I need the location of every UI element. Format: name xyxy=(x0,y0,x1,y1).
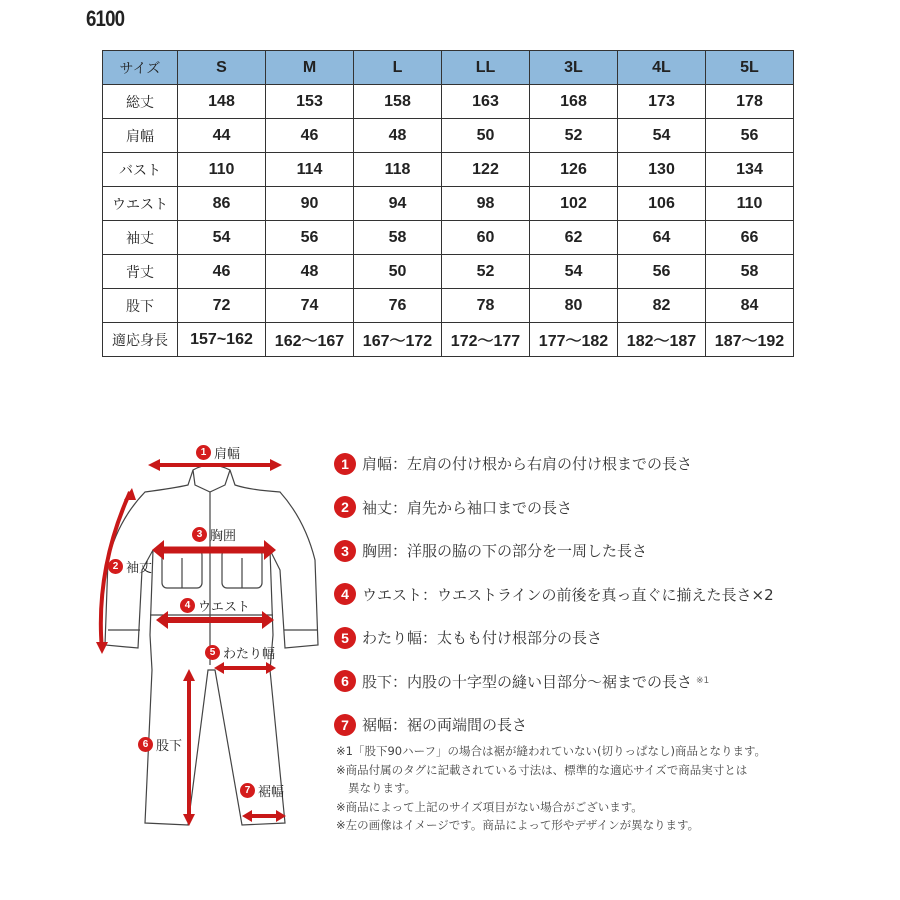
row-label: 総丈 xyxy=(103,85,178,119)
number-badge: 2 xyxy=(334,496,356,518)
figure-label-text: 肩幅 xyxy=(214,447,241,462)
value-cell: 168 xyxy=(530,85,618,119)
legend-item xyxy=(334,660,774,704)
value-cell: 114 xyxy=(266,153,354,187)
number-badge: 4 xyxy=(334,583,356,605)
number-badge: 7 xyxy=(334,714,356,736)
value-cell: 187〜192 xyxy=(706,323,794,357)
value-cell: 50 xyxy=(442,119,530,153)
value-cell: 60 xyxy=(442,221,530,255)
figure-label-text: 股下 xyxy=(156,739,183,754)
value-cell: 110 xyxy=(178,153,266,187)
value-cell: 98 xyxy=(442,187,530,221)
value-cell: 66 xyxy=(706,221,794,255)
value-cell: 46 xyxy=(266,119,354,153)
table-row xyxy=(103,289,794,323)
table-row xyxy=(103,255,794,289)
legend-item xyxy=(334,529,774,573)
legend-item xyxy=(334,486,774,530)
value-cell: 167〜172 xyxy=(354,323,442,357)
note: ※1「股下90ハーフ」の場合は裾が縫われていない(切りっぱなし)商品となります。 xyxy=(336,744,767,758)
value-cell: 54 xyxy=(178,221,266,255)
row-label: 肩幅 xyxy=(103,119,178,153)
note: 異なります。 xyxy=(348,781,417,795)
number-badge: 6 xyxy=(334,670,356,692)
value-cell: 86 xyxy=(178,187,266,221)
figure-label-text: 袖丈 xyxy=(126,561,153,576)
number-badge: 3 xyxy=(334,540,356,562)
value-cell: 102 xyxy=(530,187,618,221)
measurement-legend xyxy=(334,442,774,747)
model-number: 6100 xyxy=(86,6,125,31)
value-cell: 157~162 xyxy=(178,323,266,357)
value-cell: 130 xyxy=(618,153,706,187)
value-cell: 80 xyxy=(530,289,618,323)
value-cell: 78 xyxy=(442,289,530,323)
notes xyxy=(336,742,766,835)
figure-label xyxy=(138,735,182,754)
number-badge: 7 xyxy=(240,783,255,798)
table-row xyxy=(103,323,794,357)
value-cell: 82 xyxy=(618,289,706,323)
table-row xyxy=(103,85,794,119)
row-label: バスト xyxy=(103,153,178,187)
header-cell: S xyxy=(178,51,266,85)
value-cell: 94 xyxy=(354,187,442,221)
legend-text: わたり幅：太もも付け根部分の長さ xyxy=(362,629,603,648)
value-cell: 52 xyxy=(442,255,530,289)
legend-item xyxy=(334,616,774,660)
number-badge: 1 xyxy=(334,453,356,475)
note: ※商品付属のタグに記載されている寸法は、標準的な適応サイズで商品実寸とは xyxy=(336,762,748,777)
legend-text: 袖丈：肩先から袖口までの長さ xyxy=(362,498,573,517)
value-cell: 62 xyxy=(530,221,618,255)
figure-label xyxy=(108,557,152,576)
value-cell: 74 xyxy=(266,289,354,323)
figure-label-text: 裾幅 xyxy=(258,785,285,800)
figure-label-text: 胸囲 xyxy=(210,529,237,544)
number-badge: 6 xyxy=(138,737,153,752)
row-label: 股下 xyxy=(103,289,178,323)
legend-text: 股下：内股の十字型の縫い目部分〜裾までの長さ xyxy=(362,672,693,691)
legend-text: ウエスト：ウエストラインの前後を真っ直ぐに揃えた長さ×2 xyxy=(362,585,774,604)
legend-item xyxy=(334,442,774,486)
value-cell: 72 xyxy=(178,289,266,323)
value-cell: 162〜167 xyxy=(266,323,354,357)
value-cell: 58 xyxy=(354,221,442,255)
number-badge: 4 xyxy=(180,598,195,613)
table-row xyxy=(103,221,794,255)
figure-label-text: わたり幅 xyxy=(223,647,276,662)
value-cell: 110 xyxy=(706,187,794,221)
figure-label xyxy=(180,596,250,615)
value-cell: 56 xyxy=(706,119,794,153)
header-cell: 3L xyxy=(530,51,618,85)
value-cell: 172〜177 xyxy=(442,323,530,357)
value-cell: 54 xyxy=(618,119,706,153)
value-cell: 56 xyxy=(266,221,354,255)
value-cell: 84 xyxy=(706,289,794,323)
value-cell: 158 xyxy=(354,85,442,119)
value-cell: 46 xyxy=(178,255,266,289)
value-cell: 182〜187 xyxy=(618,323,706,357)
value-cell: 48 xyxy=(354,119,442,153)
figure-label xyxy=(192,525,236,544)
row-label: 背丈 xyxy=(103,255,178,289)
legend-text: 胸囲：洋服の脇の下の部分を一周した長さ xyxy=(362,542,648,561)
footnote-mark: ※1 xyxy=(696,676,710,687)
header-cell: 5L xyxy=(706,51,794,85)
value-cell: 118 xyxy=(354,153,442,187)
figure-label xyxy=(240,781,284,800)
header-cell: 4L xyxy=(618,51,706,85)
number-badge: 5 xyxy=(205,645,220,660)
note: ※左の画像はイメージです。商品によって形やデザインが異なります。 xyxy=(336,818,700,832)
number-badge: 5 xyxy=(334,627,356,649)
value-cell: 177〜182 xyxy=(530,323,618,357)
legend-text: 裾幅：裾の両端間の長さ xyxy=(362,716,528,735)
value-cell: 54 xyxy=(530,255,618,289)
value-cell: 52 xyxy=(530,119,618,153)
header-cell: M xyxy=(266,51,354,85)
table-row xyxy=(103,153,794,187)
table-row xyxy=(103,187,794,221)
value-cell: 153 xyxy=(266,85,354,119)
legend-text: 肩幅：左肩の付け根から右肩の付け根までの長さ xyxy=(362,455,693,474)
figure-label-text: ウエスト xyxy=(198,600,251,615)
number-badge: 2 xyxy=(108,559,123,574)
note: ※商品によって上記のサイズ項目がない場合がございます。 xyxy=(336,799,643,814)
value-cell: 64 xyxy=(618,221,706,255)
number-badge: 3 xyxy=(192,527,207,542)
row-label: 袖丈 xyxy=(103,221,178,255)
header-cell: サイズ xyxy=(103,51,178,85)
value-cell: 122 xyxy=(442,153,530,187)
value-cell: 163 xyxy=(442,85,530,119)
value-cell: 178 xyxy=(706,85,794,119)
figure-label xyxy=(205,643,275,662)
value-cell: 126 xyxy=(530,153,618,187)
legend-item xyxy=(334,703,774,747)
value-cell: 148 xyxy=(178,85,266,119)
value-cell: 58 xyxy=(706,255,794,289)
header-cell: L xyxy=(354,51,442,85)
value-cell: 134 xyxy=(706,153,794,187)
row-label: ウエスト xyxy=(103,187,178,221)
value-cell: 48 xyxy=(266,255,354,289)
header-cell: LL xyxy=(442,51,530,85)
legend-item xyxy=(334,573,774,617)
coverall-diagram xyxy=(90,430,330,830)
value-cell: 56 xyxy=(618,255,706,289)
figure-label xyxy=(196,443,240,462)
table-row xyxy=(103,119,794,153)
value-cell: 90 xyxy=(266,187,354,221)
number-badge: 1 xyxy=(196,445,211,460)
value-cell: 44 xyxy=(178,119,266,153)
size-table xyxy=(102,50,794,357)
value-cell: 106 xyxy=(618,187,706,221)
value-cell: 173 xyxy=(618,85,706,119)
table-header-row xyxy=(103,51,794,85)
value-cell: 50 xyxy=(354,255,442,289)
value-cell: 76 xyxy=(354,289,442,323)
row-label: 適応身長 xyxy=(103,323,178,357)
